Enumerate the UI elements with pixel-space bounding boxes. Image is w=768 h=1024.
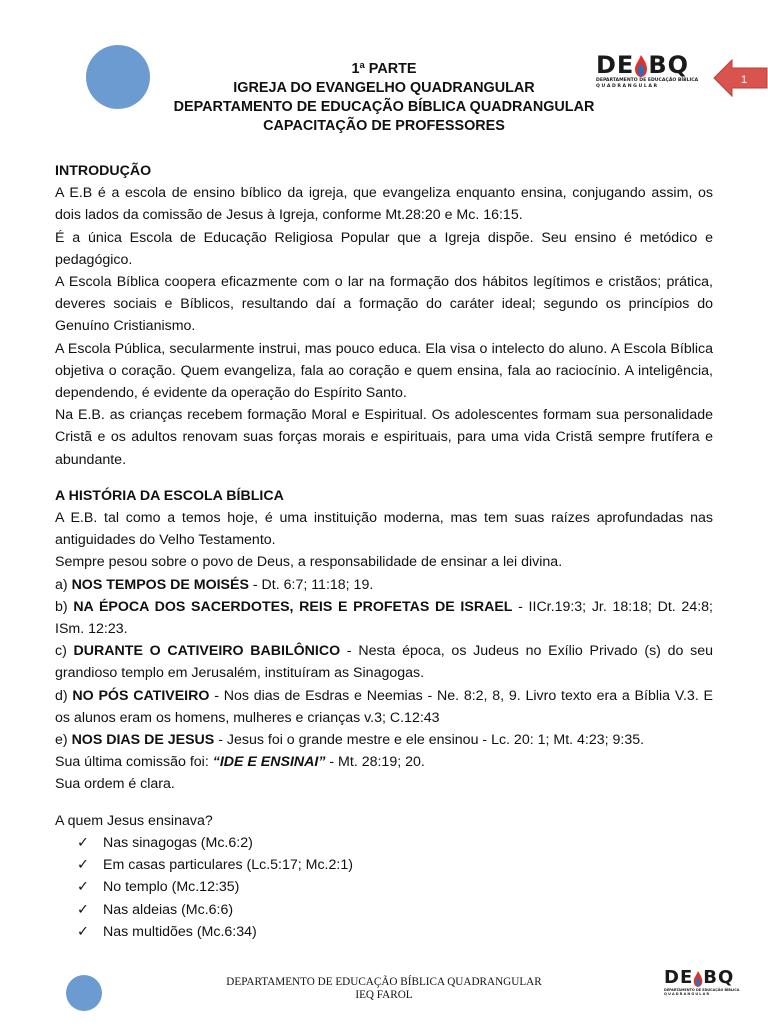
list-item: ✓ Nas sinagogas (Mc.6:2) <box>77 832 713 854</box>
intro-paragraph-5: Na E.B. as crianças recebem formação Moral e Espiritual. Os adolescentes formam sua personalidade Cristã e os adultos renovam suas forças morais e espirituais, para uma vida Cristã sempre frutífera e abundante. <box>55 407 713 468</box>
history-item-b: b) NA ÉPOCA DOS SACERDOTES, REIS E PROFETAS DE ISRAEL - IICr.19:3; Jr. 18:18; Dt. 24:8; ISm. 12:23. <box>55 598 713 638</box>
debq-logo-footer <box>664 968 744 997</box>
logo-subtitle-2: Q U A D R A N G U L A R <box>596 84 658 89</box>
page-number-arrow <box>712 58 768 98</box>
logo-subtitle: DEPARTAMENTO DE EDUCAÇÃO BÍBLICA <box>664 988 740 992</box>
order-statement: Sua ordem é clara. <box>55 776 175 793</box>
footer-church: IEQ FAROL <box>355 989 413 1001</box>
flame-icon <box>634 54 648 78</box>
logo-mark: DE BQ <box>664 967 735 988</box>
list-item: ✓ Nas aldeias (Mc.6:6) <box>77 899 713 921</box>
intro-paragraph-2: É a única Escola de Educação Religiosa Popular que a Igreja dispõe. Seu ensino é metódico e pedagógico. <box>55 229 713 268</box>
header-church: IGREJA DO EVANGELHO QUADRANGULAR <box>233 80 535 96</box>
list-item: ✓ Em casas particulares (Lc.5:17; Mc.2:1) <box>77 854 713 876</box>
page-number: 1 <box>741 74 748 86</box>
document-header <box>120 60 648 136</box>
decorative-circle-bottom <box>66 975 102 1011</box>
history-paragraph-1: A E.B. tal como a temos hoje, é uma instituição moderna, mas tem suas raízes aprofundadas nas antiguidades do Velho Testamento. <box>55 510 713 549</box>
document-body <box>55 160 713 943</box>
whom-question: A quem Jesus ensinava? <box>55 812 213 829</box>
intro-paragraph-4: A Escola Pública, secularmente instrui, mas pouco educa. Ela visa o intelecto do aluno. A Escola Bíblica objetiva o coração. Quem evangeliza, fala ao coração e quem ensina, fala ao raciocínio. A inteligência, dependendo, é evidente da operação do Espírito Santo. <box>55 340 713 402</box>
checkmark-icon: ✓ <box>77 834 89 851</box>
list-item: ✓ Nas multidões (Mc.6:34) <box>77 921 713 943</box>
history-title: A HISTÓRIA DA ESCOLA BÍBLICA <box>55 487 284 504</box>
whom-list <box>55 832 713 943</box>
history-item-a: a) NOS TEMPOS DE MOISÉS - Dt. 6:7; 11:18; 19. <box>55 576 374 593</box>
logo-subtitle: DEPARTAMENTO DE EDUCAÇÃO BÍBLICA <box>596 78 699 83</box>
flame-icon <box>693 970 703 988</box>
logo-subtitle-2: Q U A D R A N G U L A R <box>664 992 710 997</box>
footer-department: DEPARTAMENTO DE EDUCAÇÃO BÍBLICA QUADRANGULAR <box>226 976 542 988</box>
history-item-c: c) DURANTE O CATIVEIRO BABILÔNICO - Nesta época, os Judeus no Exílio Privado (s) do seu grandioso templo em Jerusalém, instituíram as Sinagogas. <box>55 643 713 682</box>
header-course: CAPACITAÇÃO DE PROFESSORES <box>263 118 505 134</box>
checkmark-icon: ✓ <box>77 901 89 918</box>
header-department: DEPARTAMENTO DE EDUCAÇÃO BÍBLICA QUADRANGULAR <box>173 99 595 115</box>
checkmark-icon: ✓ <box>77 879 89 896</box>
logo-mark: DE BQ <box>596 51 690 79</box>
list-item: ✓ No templo (Mc.12:35) <box>77 876 713 898</box>
document-footer <box>160 976 608 1002</box>
last-commission: Sua última comissão foi: “IDE E ENSINAI” - Mt. 28:19; 20. <box>55 754 425 771</box>
debq-logo <box>596 52 704 90</box>
intro-title: INTRODUÇÃO <box>55 163 152 179</box>
history-item-d: d) NO PÓS CATIVEIRO - Nos dias de Esdras e Neemias - Ne. 8:2, 8, 9. Livro texto era a Bíblia V.3. E os alunos eram os homens, mulheres e crianças v.3; C.12:43 <box>55 687 714 726</box>
intro-paragraph-3: A Escola Bíblica coopera eficazmente com o lar na formação dos hábitos legítimos e cristãos; prática, deveres sociais e Bíblicos, resultando daí a formação do caráter ideal; segundo os princípios do Genuíno Cristianismo. <box>55 274 713 335</box>
checkmark-icon: ✓ <box>77 923 89 940</box>
history-item-e: e) NOS DIAS DE JESUS - Jesus foi o grande mestre e ele ensinou - Lc. 20: 1; Mt. 4:23; 9:35. <box>55 732 645 749</box>
checkmark-icon: ✓ <box>77 857 89 874</box>
intro-paragraph-1: A E.B é a escola de ensino bíblico da igreja, que evangeliza enquanto ensina, conjugando assim, os dois lados da comissão de Jesus à Igreja, conforme Mt.28:20 e Mc. 16:15. <box>55 185 713 224</box>
header-part: 1ª PARTE <box>351 61 417 77</box>
history-paragraph-2: Sempre pesou sobre o povo de Deus, a responsabilidade de ensinar a lei divina. <box>55 554 563 571</box>
